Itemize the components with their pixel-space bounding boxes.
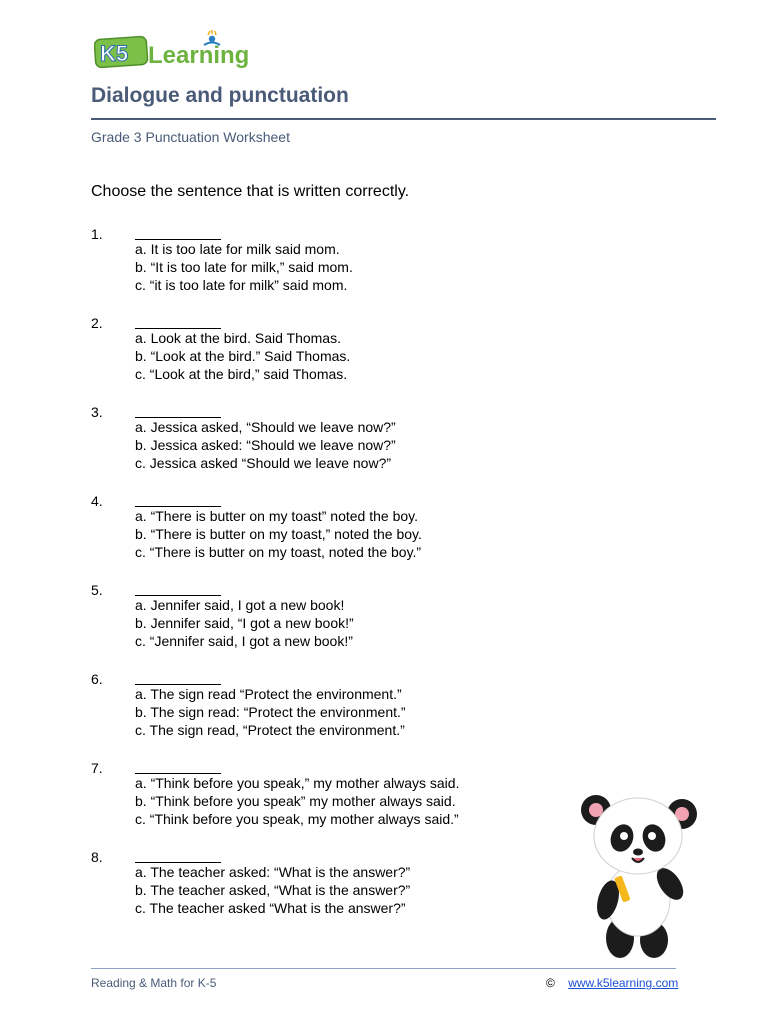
question-3 <box>91 400 611 489</box>
option-c: c. “it is too late for milk” said mom. <box>135 277 348 293</box>
option-c: c. “Jennifer said, I got a new book!” <box>135 633 353 649</box>
question-7 <box>91 756 611 845</box>
answer-blank[interactable] <box>135 222 221 240</box>
question-number: 8. <box>91 849 103 865</box>
answer-blank[interactable] <box>135 756 221 774</box>
question-6 <box>91 667 611 756</box>
k5-learning-logo <box>94 30 264 72</box>
option-a: a. Look at the bird. Said Thomas. <box>135 330 341 346</box>
panda-illustration <box>578 788 706 960</box>
option-a: a. The sign read “Protect the environment.” <box>135 686 402 702</box>
option-a: a. The teacher asked: “What is the answer?” <box>135 864 411 880</box>
question-8 <box>91 845 611 934</box>
question-list <box>91 222 611 934</box>
option-a: a. Jennifer said, I got a new book! <box>135 597 345 613</box>
instruction-text: Choose the sentence that is written correctly. <box>91 183 410 200</box>
website-link[interactable]: www.k5learning.com <box>568 976 679 990</box>
question-number: 7. <box>91 760 103 776</box>
svg-text:K5: K5 <box>100 41 129 66</box>
header-divider <box>91 118 716 120</box>
option-c: c. The sign read, “Protect the environment.” <box>135 722 405 738</box>
option-a: a. “There is butter on my toast” noted the boy. <box>135 508 418 524</box>
question-2 <box>91 311 611 400</box>
option-b: b. Jessica asked: “Should we leave now?” <box>135 437 396 453</box>
option-a: a. “Think before you speak,” my mother always said. <box>135 775 460 791</box>
footer-divider <box>91 968 676 969</box>
option-a: a. Jessica asked, “Should we leave now?” <box>135 419 396 435</box>
option-b: b. “There is butter on my toast,” noted the boy. <box>135 526 422 542</box>
option-b: b. The sign read: “Protect the environment.” <box>135 704 406 720</box>
question-number: 6. <box>91 671 103 687</box>
option-c: c. “Think before you speak, my mother always said.” <box>135 811 459 827</box>
option-b: b. The teacher asked, “What is the answer?” <box>135 882 411 898</box>
svg-text:Learning: Learning <box>148 42 250 69</box>
answer-blank[interactable] <box>135 311 221 329</box>
question-number: 3. <box>91 404 103 420</box>
answer-blank[interactable] <box>135 667 221 685</box>
answer-blank[interactable] <box>135 578 221 596</box>
option-b: b. “Look at the bird.” Said Thomas. <box>135 348 351 364</box>
question-4 <box>91 489 611 578</box>
page-title: Dialogue and punctuation <box>91 84 349 107</box>
option-c: c. “There is butter on my toast, noted the boy.” <box>135 544 422 560</box>
page-subtitle: Grade 3 Punctuation Worksheet <box>91 129 290 145</box>
question-number: 2. <box>91 315 103 331</box>
answer-blank[interactable] <box>135 845 221 863</box>
question-number: 1. <box>91 226 103 242</box>
footer-site <box>546 976 678 990</box>
option-b: b. Jennifer said, “I got a new book!” <box>135 615 354 631</box>
option-b: b. “It is too late for milk,” said mom. <box>135 259 353 275</box>
question-number: 4. <box>91 493 103 509</box>
question-1 <box>91 222 611 311</box>
option-a: a. It is too late for milk said mom. <box>135 241 340 257</box>
option-b: b. “Think before you speak” my mother always said. <box>135 793 456 809</box>
footer-tagline: Reading & Math for K-5 <box>91 976 217 990</box>
option-c: c. The teacher asked “What is the answer?” <box>135 900 406 916</box>
answer-blank[interactable] <box>135 400 221 418</box>
copyright-symbol: © <box>546 976 555 990</box>
question-5 <box>91 578 611 667</box>
option-c: c. Jessica asked “Should we leave now?” <box>135 455 392 471</box>
question-number: 5. <box>91 582 103 598</box>
answer-blank[interactable] <box>135 489 221 507</box>
option-c: c. “Look at the bird,” said Thomas. <box>135 366 348 382</box>
